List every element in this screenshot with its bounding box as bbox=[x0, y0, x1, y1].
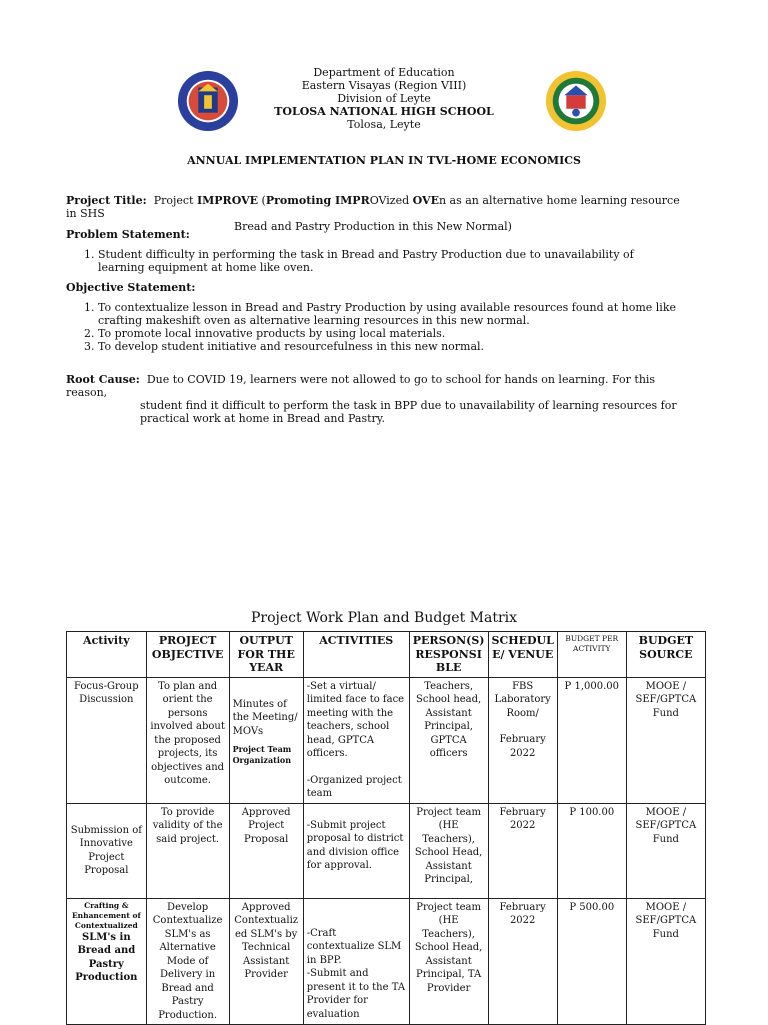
work-plan-budget-table bbox=[66, 631, 706, 1025]
cell-persons: Project team (HE Teachers), School Head, Assistant Principal, TA Provider bbox=[409, 898, 488, 1025]
activities-text-1: -Set a virtual/ limited face to face meeting with the teachers, school head, GPTCA officers. bbox=[306, 680, 405, 759]
activities-text-1: -Craft contextualize SLM in BPP. bbox=[306, 927, 402, 966]
table-row bbox=[67, 803, 706, 898]
cell-activity: Focus-Group Discussion bbox=[67, 677, 147, 803]
header-persons: PERSON(S) RESPONSI BLE bbox=[409, 632, 488, 678]
problem-statement-section bbox=[66, 228, 680, 274]
schedule-venue: FBS Laboratory Room/ bbox=[494, 680, 551, 719]
cell-output: Approved Project Proposal bbox=[229, 803, 303, 898]
project-title-label: Project Title: bbox=[66, 194, 147, 207]
matrix-title: Project Work Plan and Budget Matrix bbox=[250, 610, 518, 626]
root-cause-line1: Due to COVID 19, learners were not allowed to go to school for hands on learning. For this reason, bbox=[66, 373, 656, 399]
cell-source: MOOE / SEF/GPTCA Fund bbox=[626, 898, 705, 1025]
project-text-2: n as an alternative home learning resource in SHS bbox=[66, 194, 680, 220]
project-bold-2: OVE bbox=[412, 194, 439, 207]
header-activity: Activity bbox=[67, 632, 147, 678]
cell-schedule: February 2022 bbox=[488, 898, 557, 1025]
header-budget: BUDGET PER ACTIVITY bbox=[557, 632, 626, 678]
cell-objective: To plan and orient the persons involved about the proposed projects, its objectives and outcome. bbox=[146, 677, 229, 803]
plan-title: ANNUAL IMPLEMENTATION PLAN IN TVL-HOME ECONOMICS bbox=[187, 154, 581, 167]
project-name: IMPROVE bbox=[196, 194, 259, 207]
objective-item: 2. To promote local innovative products by using local materials. bbox=[98, 327, 680, 340]
cell-persons: Teachers, School head, Assistant Principal, GPTCA officers bbox=[409, 677, 488, 803]
project-title-line2: Bread and Pastry Production in this New Normal) bbox=[234, 220, 512, 233]
cell-budget: P 100.00 bbox=[557, 803, 626, 898]
cell-budget: P 500.00 bbox=[557, 898, 626, 1025]
table-header-row bbox=[67, 632, 706, 678]
cell-activities bbox=[303, 898, 409, 1025]
cell-source: MOOE / SEF/GPTCA Fund bbox=[626, 803, 705, 898]
activities-text-2: -Submit and present it to the TA Provider for evaluation bbox=[306, 968, 406, 1020]
activity-small-text: Crafting & Enhancement of Contextualized bbox=[71, 900, 141, 930]
project-prefix: Project bbox=[153, 194, 197, 207]
root-cause-line2: student find it difficult to perform the task in BPP due to unavailability of learning resources for bbox=[140, 399, 677, 412]
project-paren: ( bbox=[258, 194, 266, 207]
header-output: OUTPUT FOR THE YEAR bbox=[229, 632, 303, 678]
header-division: Division of Leyte bbox=[337, 92, 431, 105]
header-objective: PROJECT OBJECTIVE bbox=[146, 632, 229, 678]
root-cause-label: Root Cause: bbox=[66, 373, 140, 386]
root-cause-line3: practical work at home in Bread and Pastry. bbox=[140, 412, 386, 425]
output-note: Project Team Organization bbox=[232, 744, 292, 765]
cell-activities: -Submit project proposal to district and division office for approval. bbox=[303, 803, 409, 898]
cell-activity: Submission of Innovative Project Proposal bbox=[67, 803, 147, 898]
cell-objective: To provide validity of the said project. bbox=[146, 803, 229, 898]
schedule-date: February 2022 bbox=[499, 734, 546, 759]
output-text: Minutes of the Meeting/ MOVs bbox=[232, 698, 298, 737]
cell-schedule: February 2022 bbox=[488, 803, 557, 898]
header-location: Tolosa, Leyte bbox=[347, 118, 421, 131]
objective-statement-label: Objective Statement: bbox=[66, 281, 196, 294]
cell-output: Approved Contextualiz ed SLM's by Technical Assistant Provider bbox=[229, 898, 303, 1025]
problem-item: 1. Student difficulty in performing the task in Bread and Pastry Production due to unavailability of learning equipment at home like oven. bbox=[98, 248, 680, 274]
header-source: BUDGET SOURCE bbox=[626, 632, 705, 678]
activities-text-2: -Organized project team bbox=[306, 774, 402, 799]
header-region: Eastern Visayas (Region VIII) bbox=[301, 79, 467, 92]
problem-statement-label: Problem Statement: bbox=[66, 228, 190, 241]
cell-activity bbox=[67, 898, 147, 1025]
cell-persons: Project team (HE Teachers), School Head, Assistant Principal, bbox=[409, 803, 488, 898]
objective-item: 3. To develop student initiative and resourcefulness in this new normal. bbox=[98, 340, 680, 353]
project-bold-1: Promoting IMPR bbox=[265, 194, 370, 207]
table-row bbox=[67, 677, 706, 803]
objective-item: 1. To contextualize lesson in Bread and Pastry Production by using available resources found at home like crafting makeshift oven as alternative learning resources in this new normal. bbox=[98, 301, 680, 327]
header-activities: ACTIVITIES bbox=[303, 632, 409, 678]
root-cause-section bbox=[66, 373, 680, 425]
project-text-1: OVized bbox=[369, 194, 413, 207]
table-row bbox=[67, 898, 706, 1025]
cell-budget: P 1,000.00 bbox=[557, 677, 626, 803]
header-school-name: TOLOSA NATIONAL HIGH SCHOOL bbox=[274, 105, 494, 118]
cell-schedule bbox=[488, 677, 557, 803]
activity-text: SLM's in Bread and Pastry Production bbox=[75, 931, 138, 983]
cell-source: MOOE / SEF/GPTCA Fund bbox=[626, 677, 705, 803]
cell-activities bbox=[303, 677, 409, 803]
document-header bbox=[0, 66, 768, 131]
cell-objective: Develop Contextualize SLM's as Alternative Mode of Delivery in Bread and Pastry Production. bbox=[146, 898, 229, 1025]
objective-statement-section bbox=[66, 281, 680, 353]
cell-output bbox=[229, 677, 303, 803]
header-department: Department of Education bbox=[313, 66, 455, 79]
header-schedule: SCHEDUL E/ VENUE bbox=[488, 632, 557, 678]
